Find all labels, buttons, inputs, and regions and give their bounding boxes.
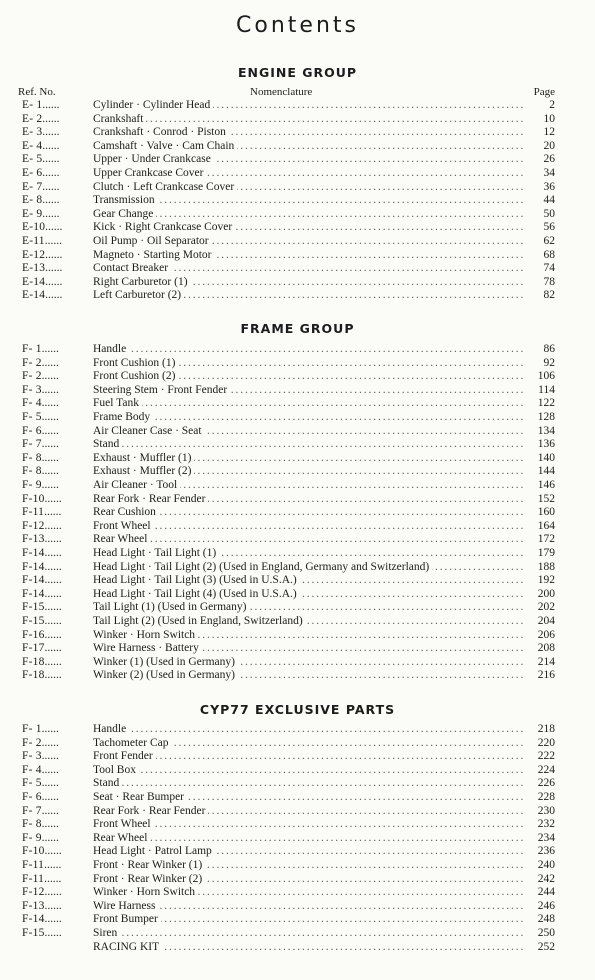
nomenclature-text: Front · Rear Winker (2): [93, 873, 205, 885]
nomenclature: [93, 941, 523, 954]
nomenclature-text: Rear Wheel: [93, 832, 150, 844]
ref-number: F- 5 ......: [22, 777, 92, 790]
nomenclature-text: Stand: [93, 777, 122, 789]
nomenclature: [93, 574, 523, 587]
ref-number: E- 7 ......: [22, 181, 92, 194]
nomenclature: [93, 656, 523, 669]
page-number: 164: [537, 519, 555, 532]
nomenclature-text: Cylinder · Cylinder Head: [93, 99, 213, 111]
nomenclature-text: Handle: [93, 343, 129, 355]
nomenclature-text: Crankshaft: [93, 113, 146, 125]
page-number: 34: [543, 167, 555, 179]
nomenclature: [93, 520, 523, 533]
nomenclature-text: Oil Pump · Oil Separator: [93, 235, 212, 247]
nomenclature: [93, 438, 523, 451]
nomenclature-text: Frame Body: [93, 411, 153, 423]
nomenclature: [93, 913, 523, 926]
nomenclature: [93, 927, 523, 940]
nomenclature: [93, 370, 523, 383]
page-number: 220: [537, 736, 555, 749]
nomenclature-text: Rear Fork · Rear Fender: [93, 493, 208, 505]
page-number: 228: [537, 791, 555, 803]
ref-number: F-13 ......: [22, 900, 92, 913]
ref-number: F- 8 ......: [22, 452, 92, 465]
nomenclature-text: Air Cleaner Case · Seat: [93, 425, 205, 437]
ref-number: E- 5 ......: [22, 153, 92, 166]
ref-number: F- 3 ......: [22, 750, 92, 763]
nomenclature: [93, 506, 523, 519]
nomenclature: [93, 479, 523, 492]
toc-entry: [0, 886, 595, 899]
toc-entry: [0, 723, 595, 736]
toc-entry: [0, 370, 595, 383]
ref-number: E- 4 ......: [22, 140, 92, 153]
nomenclature-text: Right Carburetor (1): [93, 276, 191, 288]
nomenclature-text: Front Cushion (1): [93, 357, 178, 369]
ref-number: F- 1 ......: [22, 343, 92, 356]
nomenclature-text: Camshaft · Valve · Cam Chain: [93, 140, 237, 152]
toc-entry: [0, 289, 595, 302]
page-number: 224: [537, 763, 555, 776]
toc-entry: [0, 859, 595, 872]
ref-number: F-15 ......: [22, 615, 92, 628]
ref-number: F- 6 ......: [22, 425, 92, 438]
page-number: 136: [537, 438, 555, 451]
page-number: 160: [537, 506, 555, 519]
toc-entry: [0, 425, 595, 438]
nomenclature-text: Winker (2) (Used in Germany): [93, 669, 238, 681]
nomenclature: [93, 221, 523, 234]
page-number: 134: [537, 424, 555, 437]
nomenclature-text: Siren: [93, 927, 120, 939]
page-number: 240: [537, 859, 555, 871]
nomenclature-text: Tail Light (2) (Used in England, Switzerland): [93, 615, 306, 627]
ref-number: F- 4 ......: [22, 764, 92, 777]
toc-entry: [0, 452, 595, 465]
page-number: 146: [537, 479, 555, 491]
toc-entry: [0, 873, 595, 886]
toc-entry: [0, 397, 595, 410]
page-number: 206: [537, 628, 555, 641]
nomenclature: [93, 818, 523, 831]
nomenclature-text: Seat · Rear Bumper: [93, 791, 187, 803]
page-number: 250: [537, 927, 555, 939]
nomenclature-text: Front · Rear Winker (1): [93, 859, 205, 871]
toc-entry: [0, 791, 595, 804]
nomenclature-text: Exhaust · Muffler (2): [93, 465, 194, 477]
nomenclature: [93, 669, 523, 682]
toc-entry: [0, 113, 595, 126]
page-number: 222: [537, 750, 555, 763]
toc-entry: [0, 126, 595, 139]
nomenclature-text: Head Light · Patrol Lamp: [93, 845, 215, 857]
toc-entry: [0, 642, 595, 655]
nomenclature: [93, 777, 523, 790]
nomenclature: [93, 737, 523, 750]
page-number: 44: [543, 194, 555, 207]
page-number: 122: [537, 397, 555, 410]
toc-entry: [0, 357, 595, 370]
page-number: 106: [537, 370, 555, 383]
toc-entry: [0, 99, 595, 112]
nomenclature-text: Air Cleaner · Tool: [93, 479, 180, 491]
toc-entry: [0, 181, 595, 194]
nomenclature: [93, 411, 523, 424]
ref-number: F- 9 ......: [22, 832, 92, 845]
nomenclature: [93, 629, 523, 642]
nomenclature-text: Head Light · Tail Light (3) (Used in U.S.A.): [93, 574, 300, 586]
nomenclature: [93, 289, 523, 302]
toc-entry: [0, 411, 595, 424]
nomenclature: [93, 601, 523, 614]
toc-entry: [0, 438, 595, 451]
nomenclature: [93, 343, 523, 356]
nomenclature: [93, 357, 523, 370]
column-header-page: Page: [533, 86, 555, 98]
ref-number: E-12 ......: [22, 249, 92, 262]
page-number: 252: [537, 940, 555, 953]
nomenclature: [93, 384, 523, 397]
page-number: 188: [537, 560, 555, 573]
toc-entry: [0, 561, 595, 574]
column-header-nomenclature: Nomenclature: [250, 86, 313, 98]
nomenclature: [93, 425, 523, 438]
page-number: 144: [537, 465, 555, 478]
page-number: 200: [537, 587, 555, 600]
nomenclature-text: Tool Box: [93, 764, 139, 776]
ref-number: E- 1 ......: [22, 99, 92, 112]
nomenclature: [93, 493, 523, 506]
nomenclature-text: Gear Change: [93, 208, 156, 220]
nomenclature: [93, 452, 523, 465]
page-number: 172: [537, 533, 555, 546]
toc-entry: [0, 221, 595, 234]
nomenclature-text: Head Light · Tail Light (1): [93, 547, 219, 559]
nomenclature-text: Front Wheel: [93, 520, 154, 532]
ref-number: F- 2 ......: [22, 370, 92, 383]
nomenclature-text: Upper Crankcase Cover: [93, 167, 207, 179]
ref-number: E-14 ......: [22, 289, 92, 302]
nomenclature-text: Left Carburetor (2): [93, 289, 184, 301]
ref-number: E- 3 ......: [22, 126, 92, 139]
toc-entry: [0, 941, 595, 954]
nomenclature: [93, 153, 523, 166]
nomenclature-text: Front Bumper: [93, 913, 161, 925]
ref-number: F-11 ......: [22, 859, 92, 872]
page-number: 152: [537, 492, 555, 505]
toc-entry: [0, 818, 595, 831]
toc-entry: [0, 343, 595, 356]
nomenclature: [93, 900, 523, 913]
nomenclature-text: Magneto · Starting Motor: [93, 249, 215, 261]
page-number: 236: [537, 845, 555, 858]
page-number: 20: [543, 139, 555, 152]
page-number: 226: [537, 777, 555, 790]
ref-number: F- 6 ......: [22, 791, 92, 804]
ref-number: F-18 ......: [22, 669, 92, 682]
nomenclature: [93, 642, 523, 655]
toc-entry: [0, 845, 595, 858]
nomenclature-text: Rear Fork · Rear Fender: [93, 805, 208, 817]
nomenclature-text: Upper · Under Crankcase: [93, 153, 214, 165]
ref-number: E- 8 ......: [22, 194, 92, 207]
toc-entry: [0, 669, 595, 682]
toc-entry: [0, 384, 595, 397]
nomenclature-text: Stand: [93, 438, 122, 450]
page-number: 244: [537, 886, 555, 899]
page-number: 50: [543, 207, 555, 220]
toc-entry: [0, 737, 595, 750]
page-number: 246: [537, 899, 555, 912]
nomenclature: [93, 764, 523, 777]
ref-number: F- 4 ......: [22, 397, 92, 410]
page-number: 202: [537, 601, 555, 614]
toc-entry: [0, 506, 595, 519]
nomenclature-text: Handle: [93, 723, 129, 735]
toc-entry: [0, 140, 595, 153]
page-number: 230: [537, 804, 555, 817]
ref-number: F-15 ......: [22, 927, 92, 940]
nomenclature-text: Winker (1) (Used in Germany): [93, 656, 238, 668]
toc-entry: [0, 750, 595, 763]
toc-entry: [0, 208, 595, 221]
ref-number: E-13 ......: [22, 262, 92, 275]
ref-number: F-12 ......: [22, 886, 92, 899]
page-number: 128: [537, 411, 555, 423]
ref-number: F- 2 ......: [22, 737, 92, 750]
ref-number: E-11 ......: [22, 235, 92, 248]
nomenclature-text: Tachometer Cap: [93, 737, 172, 749]
toc-entry: [0, 194, 595, 207]
page-number: 114: [538, 383, 555, 396]
nomenclature: [93, 845, 523, 858]
ref-number: F- 8 ......: [22, 818, 92, 831]
nomenclature: [93, 805, 523, 818]
toc-entry: [0, 153, 595, 166]
ref-number: F-14 ......: [22, 588, 92, 601]
ref-number: F-11 ......: [22, 873, 92, 886]
nomenclature-text: Clutch · Left Crankcase Cover: [93, 181, 237, 193]
page-number: 179: [537, 547, 555, 559]
ref-number: F-18 ......: [22, 656, 92, 669]
nomenclature: [93, 791, 523, 804]
nomenclature-text: Contact Breaker: [93, 262, 171, 274]
page-number: 12: [543, 126, 555, 139]
nomenclature: [93, 397, 523, 410]
toc-entry: [0, 520, 595, 533]
nomenclature-text: Rear Wheel: [93, 533, 150, 545]
nomenclature-text: Exhaust · Muffler (1): [93, 452, 194, 464]
nomenclature-text: Front Wheel: [93, 818, 154, 830]
ref-number: F- 8 ......: [22, 465, 92, 478]
nomenclature-text: Wire Harness · Battery: [93, 642, 202, 654]
toc-entry: [0, 832, 595, 845]
ref-number: F-14 ......: [22, 574, 92, 587]
ref-number: F- 9 ......: [22, 479, 92, 492]
page-number: 192: [537, 574, 555, 587]
ref-number: E- 2 ......: [22, 113, 92, 126]
page-number: 26: [543, 153, 555, 166]
ref-number: E-10 ......: [22, 221, 92, 234]
nomenclature-text: Head Light · Tail Light (4) (Used in U.S.A.): [93, 588, 300, 600]
page-number: 208: [537, 642, 555, 655]
toc-entry: [0, 249, 595, 262]
toc-entry: [0, 547, 595, 560]
nomenclature: [93, 167, 523, 180]
nomenclature: [93, 615, 523, 628]
ref-number: F-14 ......: [22, 547, 92, 560]
nomenclature-text: Kick · Right Crankcase Cover: [93, 221, 235, 233]
toc-entry: [0, 574, 595, 587]
page-number: 86: [543, 343, 555, 355]
page-number: 216: [537, 669, 555, 682]
nomenclature: [93, 533, 523, 546]
toc-entry: [0, 656, 595, 669]
ref-number: F-13 ......: [22, 533, 92, 546]
page-number: 218: [537, 723, 555, 735]
toc-entry: [0, 913, 595, 926]
nomenclature: [93, 262, 523, 275]
nomenclature: [93, 561, 523, 574]
page-number: 140: [537, 451, 555, 464]
toc-entry: [0, 479, 595, 492]
nomenclature: [93, 750, 523, 763]
nomenclature: [93, 873, 523, 886]
page-number: 204: [537, 615, 555, 627]
page-title: Contents: [236, 13, 359, 38]
nomenclature: [93, 547, 523, 560]
nomenclature-text: Head Light · Tail Light (2) (Used in England, Germany and Switzerland): [93, 561, 432, 573]
page-number: 68: [543, 248, 555, 261]
toc-entry: [0, 276, 595, 289]
nomenclature: [93, 235, 523, 248]
ref-number: F-12 ......: [22, 520, 92, 533]
toc-entry: [0, 167, 595, 180]
ref-number: E- 6 ......: [22, 167, 92, 180]
nomenclature: [93, 126, 523, 139]
nomenclature-text: Front Cushion (2): [93, 370, 178, 382]
toc-entry: [0, 533, 595, 546]
page-number: 242: [537, 872, 555, 885]
ref-number: F- 2 ......: [22, 357, 92, 370]
toc-entry: [0, 235, 595, 248]
nomenclature: [93, 465, 523, 478]
ref-number: F- 7 ......: [22, 438, 92, 451]
nomenclature-text: Front Fender: [93, 750, 156, 762]
nomenclature-text: Rear Cushion: [93, 506, 159, 518]
nomenclature-text: Winker · Horn Switch: [93, 886, 198, 898]
nomenclature: [93, 832, 523, 845]
nomenclature: [93, 99, 523, 112]
nomenclature: [93, 588, 523, 601]
page-number: 232: [537, 818, 555, 831]
ref-number: F- 7 ......: [22, 805, 92, 818]
page-number: 92: [543, 356, 555, 369]
ref-number: F- 1 ......: [22, 723, 92, 736]
ref-number: E- 9 ......: [22, 208, 92, 221]
section-title-engine: ENGINE GROUP: [237, 65, 358, 80]
nomenclature-text: Wire Harness: [93, 900, 158, 912]
toc-entry: [0, 777, 595, 790]
toc-entry: [0, 629, 595, 642]
nomenclature: [93, 249, 523, 262]
page-number: 234: [537, 831, 555, 844]
ref-number: F-14 ......: [22, 561, 92, 574]
section-title-cyp77: CYP77 EXCLUSIVE PARTS: [199, 702, 396, 717]
ref-number: F-11 ......: [22, 506, 92, 519]
nomenclature: [93, 208, 523, 221]
page-number: 36: [543, 180, 555, 193]
page-number: 82: [543, 289, 555, 302]
nomenclature: [93, 859, 523, 872]
ref-number: F-14 ......: [22, 913, 92, 926]
page-number: 74: [543, 262, 555, 275]
toc-entry: [0, 262, 595, 275]
ref-number: F-15 ......: [22, 601, 92, 614]
toc-entry: [0, 764, 595, 777]
toc-entry: [0, 465, 595, 478]
nomenclature: [93, 181, 523, 194]
section-title-frame: FRAME GROUP: [240, 321, 355, 336]
toc-entry: [0, 900, 595, 913]
page-number: 2: [549, 99, 555, 111]
ref-number: F-10 ......: [22, 493, 92, 506]
nomenclature: [93, 140, 523, 153]
nomenclature-text: Tail Light (1) (Used in Germany): [93, 601, 249, 613]
nomenclature-text: Fuel Tank: [93, 397, 142, 409]
toc-entry: [0, 493, 595, 506]
nomenclature-text: Transmission: [93, 194, 158, 206]
toc-entry: [0, 805, 595, 818]
page-number: 62: [543, 235, 555, 247]
nomenclature: [93, 276, 523, 289]
ref-number: F-16 ......: [22, 629, 92, 642]
nomenclature-text: Crankshaft · Conrod · Piston: [93, 126, 229, 138]
column-header-ref: Ref. No.: [18, 86, 56, 98]
toc-entry: [0, 601, 595, 614]
nomenclature: [93, 886, 523, 899]
ref-number: F-17 ......: [22, 642, 92, 655]
nomenclature: [93, 194, 523, 207]
ref-number: E-14 ......: [22, 276, 92, 289]
toc-entry: [0, 615, 595, 628]
page-number: 214: [537, 655, 555, 668]
nomenclature: [93, 113, 523, 126]
nomenclature-text: Winker · Horn Switch: [93, 629, 198, 641]
nomenclature-text: Steering Stem · Front Fender: [93, 384, 230, 396]
ref-number: F- 5 ......: [22, 411, 92, 424]
page-number: 248: [537, 913, 555, 926]
toc-entry: [0, 927, 595, 940]
toc-entry: [0, 588, 595, 601]
nomenclature-text: RACING KIT: [93, 941, 162, 953]
ref-number: F- 3 ......: [22, 384, 92, 397]
page-number: 10: [543, 112, 555, 125]
page-number: 56: [543, 221, 555, 234]
page-number: 78: [543, 275, 555, 288]
nomenclature: [93, 723, 523, 736]
ref-number: F-10 ......: [22, 845, 92, 858]
